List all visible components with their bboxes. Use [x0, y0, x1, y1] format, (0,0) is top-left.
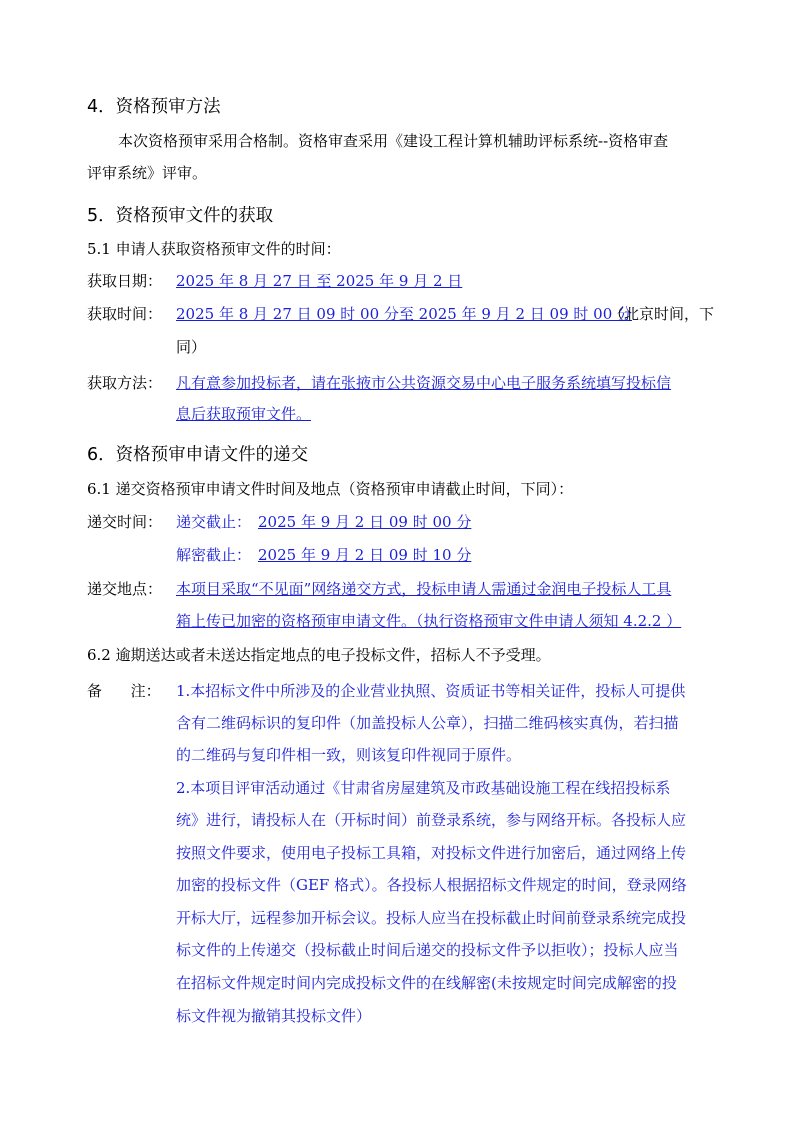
section-5-1-text: 5.1 申请人获取资格预审文件的时间： — [87, 240, 341, 258]
note-2-line-4: 加密的投标文件（GEF 格式）。各投标人根据招标文件规定的时间，登录网络 — [176, 876, 687, 894]
submit-place-line-1[interactable]: 本项目采取“不见面”网络递交方式，投标申请人需通过金润电子投标人工具 — [176, 580, 672, 598]
submit-place-label: 递交地点： — [87, 580, 163, 598]
note-2-line-1: 2.本项目评审活动通过《甘肃省房屋建筑及市政基础设施工程在线招投标系 — [176, 779, 671, 797]
acquire-method-line-1[interactable]: 凡有意参加投标者，请在张掖市公共资源交易中心电子服务系统填写投标信 — [176, 374, 672, 392]
acquire-time-continuation: 同） — [176, 338, 207, 356]
section-4-heading: 4．资格预审方法 — [87, 97, 221, 117]
acquire-time-value[interactable]: 2025 年 8 月 27 日 09 时 00 分至 2025 年 9 月 2 日 09 时 00 分 — [176, 305, 633, 323]
acquire-date-value[interactable]: 2025 年 8 月 27 日 至 2025 年 9 月 2 日 — [176, 272, 463, 290]
submit-deadline-value[interactable]: 2025 年 9 月 2 日 09 时 00 分 — [258, 513, 472, 531]
section-6-1-text: 6.1 递交资格预审申请文件时间及地点（资格预审申请截止时间，下同）： — [87, 480, 574, 498]
decrypt-deadline-prefix: 解密截止： — [176, 546, 252, 564]
acquire-time-label: 获取时间： — [87, 305, 163, 323]
submit-deadline-prefix: 递交截止： — [176, 513, 252, 531]
submit-time-label: 递交时间： — [87, 513, 163, 531]
section-6-2-text: 6.2 逾期送达或者未送达指定地点的电子投标文件，招标人不予受理。 — [87, 646, 551, 664]
note-1-line-2: 含有二维码标识的复印件（加盖投标人公章），扫描二维码核实真伪，若扫描 — [176, 714, 679, 732]
section-4-paragraph-line-1: 本次资格预审采用合格制。资格审查采用《建设工程计算机辅助评标系统--资格审查 — [118, 132, 669, 150]
section-5-heading: 5．资格预审文件的获取 — [87, 206, 274, 226]
note-2-line-3: 按照文件要求，使用电子投标工具箱，对投标文件进行加密后，通过网络上传 — [176, 844, 687, 862]
note-2-line-5: 开标大厅，远程参加开标会议。投标人应当在投标截止时间前登录系统完成投 — [176, 909, 687, 927]
section-4-paragraph-line-2: 评审系统》评审。 — [87, 164, 208, 182]
acquire-date-label: 获取日期： — [87, 272, 163, 290]
submit-place-line-2[interactable]: 箱上传已加密的资格预审申请文件。（执行资格预审文件申请人须知 4.2.2 ） — [176, 612, 682, 630]
section-6-heading: 6．资格预审申请文件的递交 — [87, 445, 309, 465]
note-1-line-3: 的二维码与复印件相一致，则该复印件视同于原件。 — [176, 746, 522, 764]
decrypt-deadline-value[interactable]: 2025 年 9 月 2 日 09 时 10 分 — [258, 546, 472, 564]
notes-label: 备 注： — [87, 682, 161, 700]
note-2-line-6: 标文件的上传递交（投标截止时间后递交的投标文件予以拒收）；投标人应当 — [176, 941, 679, 959]
note-1-line-1: 1.本招标文件中所涉及的企业营业执照、资质证书等相关证件，投标人可提供 — [176, 682, 686, 700]
acquire-method-line-2[interactable]: 息后获取预审文件。 — [176, 405, 312, 423]
note-2-line-7: 在招标文件规定时间内完成投标文件的在线解密(未按规定时间完成解密的投 — [176, 974, 677, 992]
acquire-method-label: 获取方法： — [87, 374, 163, 392]
note-2-line-8: 标文件视为撤销其投标文件） — [176, 1007, 372, 1025]
acquire-time-suffix: （北京时间，下 — [609, 305, 715, 323]
note-2-line-2: 统》进行，请投标人在（开标时间）前登录系统，参与网络开标。各投标人应 — [176, 811, 687, 829]
